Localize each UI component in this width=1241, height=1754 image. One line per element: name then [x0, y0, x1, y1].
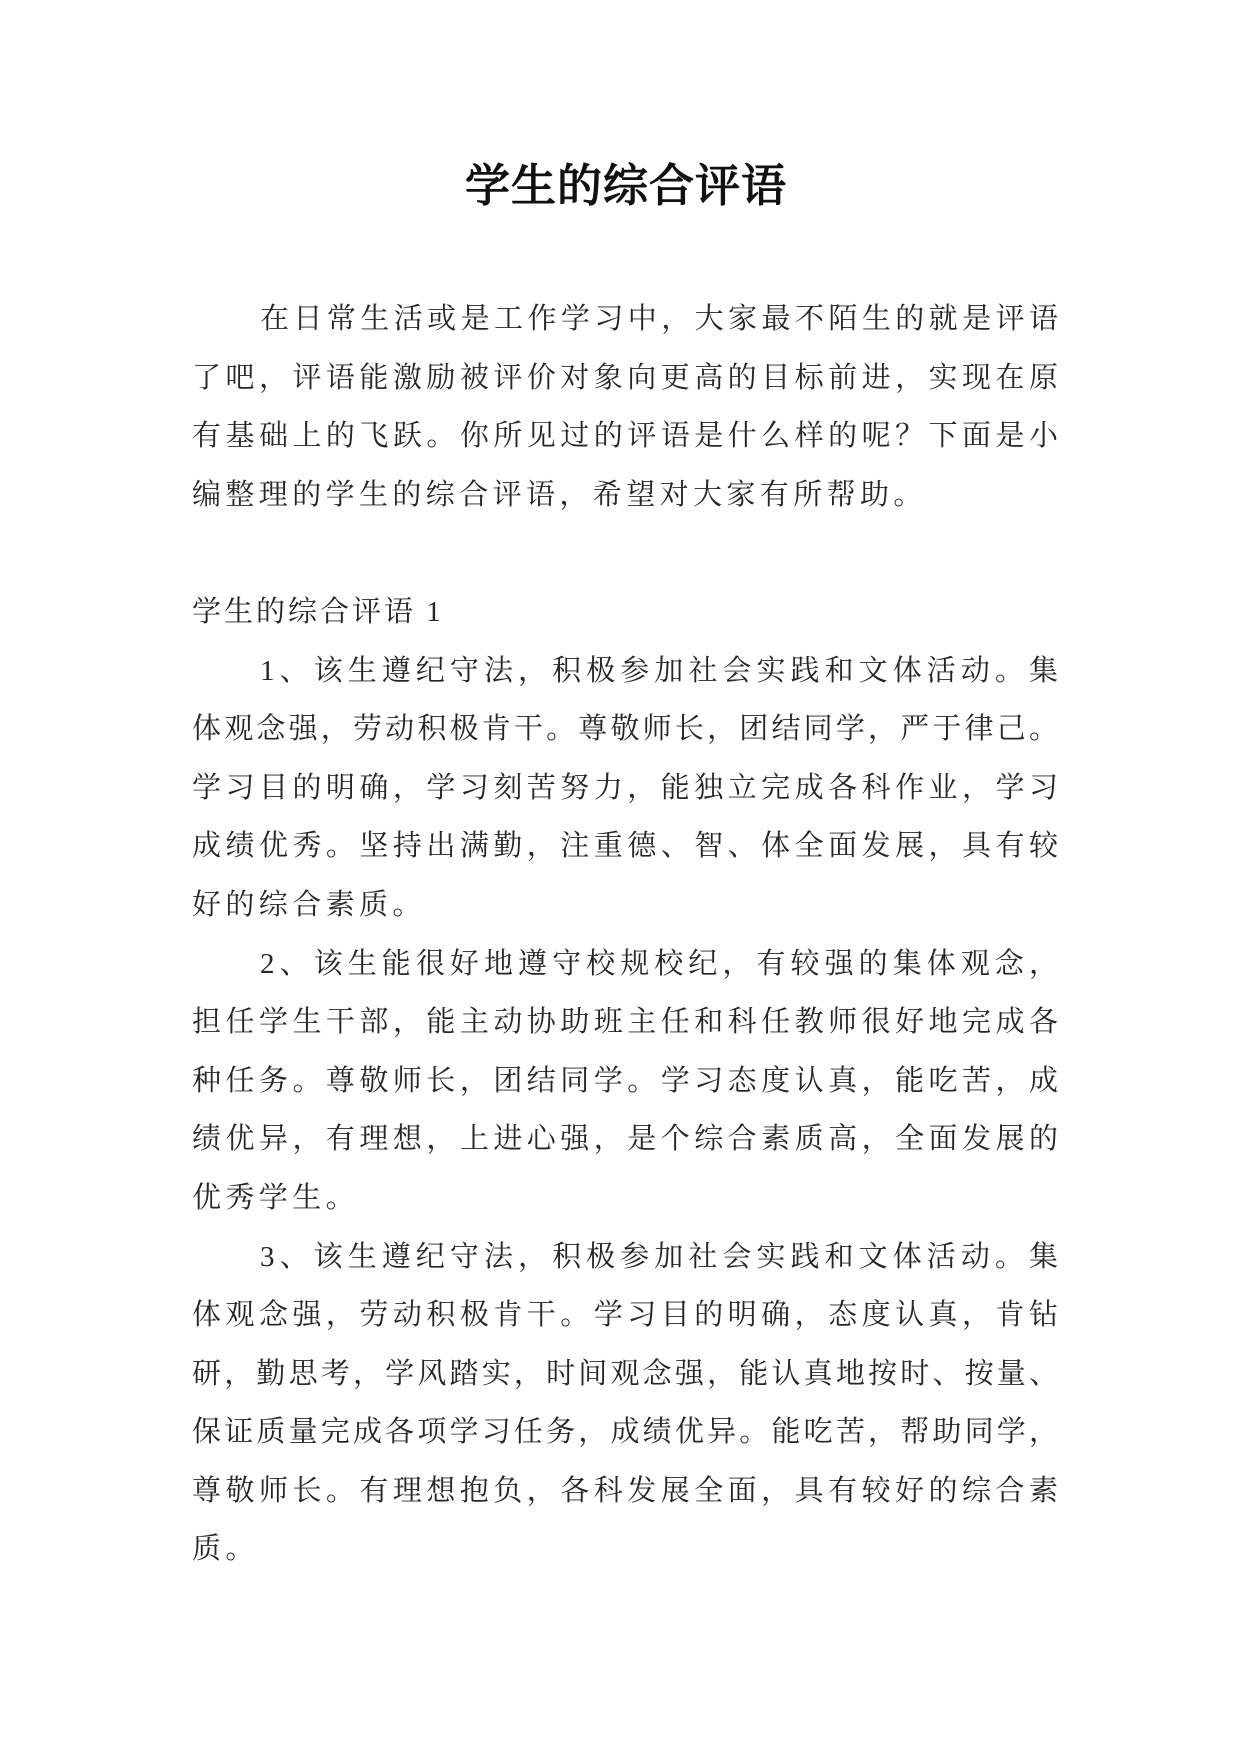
text-line: 在日常生活或是工作学习中，大家最不陌生的就是评语 [260, 303, 1060, 335]
text-line: 好的综合素质。 [192, 888, 426, 921]
text-line: 研，勤思考，学风踏实，时间观念强，能认真地按时、按量、 [192, 1357, 1060, 1390]
text-line: 优秀学生。 [192, 1181, 360, 1214]
text-line: 了吧，评语能激励被评价对象向更高的目标前进，实现在原 [192, 361, 1060, 394]
comment-item-1 [192, 642, 1060, 935]
text-line: 绩优异，有理想，上进心强，是个综合素质高，全面发展的 [192, 1123, 1060, 1156]
text-line: 学习目的明确，学习刻苦努力，能独立完成各科作业，学习 [192, 771, 1060, 804]
text-line: 体观念强，劳动积极肯干。尊敬师长，团结同学，严于律己。 [192, 713, 1060, 746]
text-line: 编整理的学生的综合评语，希望对大家有所帮助。 [192, 478, 927, 511]
text-line: 种任务。尊敬师长，团结同学。学习态度认真，能吃苦，成 [192, 1064, 1060, 1097]
intro-paragraph [192, 290, 1060, 524]
text-line: 尊敬师长。有理想抱负，各科发展全面，具有较好的综合素 [192, 1474, 1060, 1507]
text-line: 保证质量完成各项学习任务，成绩优异。能吃苦，帮助同学， [192, 1416, 1060, 1449]
text-line: 有基础上的飞跃。你所见过的评语是什么样的呢？下面是小 [192, 420, 1060, 453]
section-heading: 学生的综合评语 1 [192, 595, 444, 628]
text-line: 质。 [192, 1533, 259, 1566]
text-line: 担任学生干部，能主动协助班主任和科任教师很好地完成各 [192, 1006, 1060, 1039]
document-body [192, 290, 1060, 1579]
comment-item-3 [192, 1228, 1060, 1580]
text-line: 体观念强，劳动积极肯干。学习目的明确，态度认真，肯钻 [192, 1299, 1060, 1332]
text-line: 成绩优秀。坚持出满勤，注重德、智、体全面发展，具有较 [192, 830, 1060, 863]
text-line: 1、该生遵纪守法，积极参加社会实践和文体活动。集 [260, 654, 1060, 687]
paragraph-spacer [192, 524, 1060, 583]
document-title: 学生的综合评语 [464, 159, 787, 212]
text-line: 2、该生能很好地遵守校规校纪，有较强的集体观念， [260, 947, 1060, 980]
comment-item-2 [192, 935, 1060, 1228]
text-line: 3、该生遵纪守法，积极参加社会实践和文体活动。集 [260, 1240, 1060, 1273]
